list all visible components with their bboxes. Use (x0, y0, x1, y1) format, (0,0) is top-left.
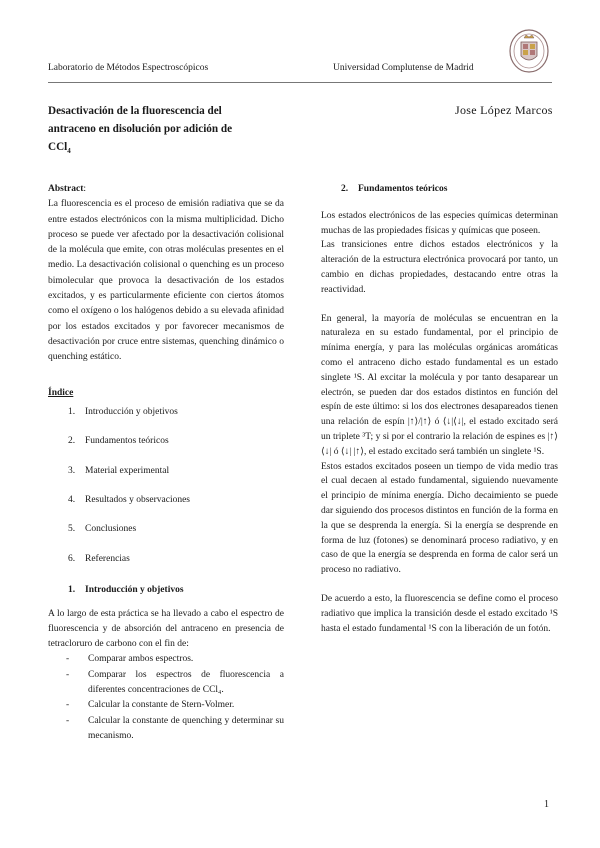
toc-item: 5. Conclusiones (68, 524, 137, 535)
document-author: Jose López Marcos (455, 103, 553, 117)
page-number: 1 (544, 799, 549, 810)
abstract-text: La fluorescencia es el proceso de emisión radiativa que se da entre estados electrónicos con la misma multiplicidad. Dicho proceso se puede ver afectado por la desactivación colisional de la molécula que emite, con otras moléculas presentes en el medio. La desactivación colisional o quenching es un proceso bimolecular que provoca la desactivación de los estados excitados, y es particularmente eficiente con ciertos átomos como el oxígeno o los halógenos debido a su elevada afinidad por los estados excitados y por favorecer mecanismos de desactivación por cruce entre sistemas, quenching dinámico o quenching estático. (48, 199, 284, 363)
university-seal-icon (508, 28, 550, 74)
toc-item: 2. Fundamentos teóricos (68, 436, 169, 447)
document-title (48, 102, 248, 160)
list-item: - Calcular la constante de Stern-Volmer. (66, 700, 235, 711)
list-item: - Comparar ambos espectros. (66, 654, 194, 665)
toc-item: 1. Introducción y objetivos (68, 406, 178, 417)
section2-paragraph: Los estados electrónicos de las especies químicas determinan muchas de las propiedades físicas y químicas que poseen. (321, 210, 558, 236)
list-item: - Calcular la constante de quenching y determinar su mecanismo. (66, 715, 284, 741)
section2-heading: 2. Fundamentos teóricos (341, 184, 448, 194)
right-column (321, 182, 558, 636)
index-heading: Índice (48, 387, 74, 398)
header-university: Universidad Complutense de Madrid (333, 63, 474, 73)
abstract-heading: Abstract: (48, 184, 86, 194)
section2-paragraph: En general, la mayoría de moléculas se encuentran en la naturaleza en su estado fundamental, por el principio de mínima energía, y para las moléculas orgánicas aromáticas como el antraceno dicho estado fundamental es un estado singlete ¹S. Al excitar la molécula y por tanto desaparear un electrón, se pueden dar dos estados distintos en función del espín de este último: si los dos electrones desapareados tienen una relación de espín |↑⟩/|↑⟩ ó ⟨↓|⟨↓|, el estado excitado será un triplete ³T; y si por el contrario la relación de espines es |↑⟩ ⟨↓| ó ⟨↓| |↑⟩, el estado excitado será también un singlete ¹S. (321, 313, 558, 457)
section2-paragraph: Estos estados excitados poseen un tiempo de vida medio tras el cual decaen al estado fundamental, siguiendo nuevamente el principio de mínima energía. Dicho decaimiento se puede dar siguiendo dos procesos distintos en función de la forma en la que se desprenda la energía. Si la energía se desprende en forma de luz (fotones) se denominará proceso radiativo, y en caso de que la energía se desprenda en forma de calor será un proceso no radiativo. (321, 461, 558, 576)
paragraph-gap (321, 298, 558, 312)
table-of-contents (48, 405, 284, 581)
section1-intro: A lo largo de esta práctica se ha llevado a cabo el espectro de fluorescencia y de absorción del antraceno en presencia de tetracloruro de carbono con el fin de: (48, 608, 284, 650)
header-lab-name: Laboratorio de Métodos Espectroscópicos (48, 63, 209, 73)
header-divider (48, 82, 552, 83)
title-text: Desactivación de la fluorescencia del antraceno en disolución por adición de CCl (48, 105, 233, 153)
section1-heading: 1. Introducción y objetivos (68, 585, 184, 596)
title-subscript: 4 (67, 147, 71, 156)
paragraph-gap (321, 578, 558, 592)
toc-item: 6. Referencias (68, 553, 130, 564)
objectives-list (48, 652, 284, 744)
section2-paragraph: De acuerdo a esto, la fluorescencia se define como el proceso radiativo que implica la transición desde el estado excitado ¹S hasta el estado fundamental ¹S con la liberación de un fotón. (321, 593, 558, 634)
list-item: - Comparar los espectros de fluorescencia a diferentes concentraciones de CCl₄. (66, 669, 284, 695)
toc-item: 3. Material experimental (68, 465, 170, 476)
toc-item: 4. Resultados y observaciones (68, 495, 191, 506)
section2-paragraph: Las transiciones entre dichos estados electrónicos y la alteración de la estructura electrónica provocará por tanto, un cambio en dichas propiedades, destacando entre otras la reactividad. (321, 240, 558, 295)
left-column (48, 182, 284, 744)
